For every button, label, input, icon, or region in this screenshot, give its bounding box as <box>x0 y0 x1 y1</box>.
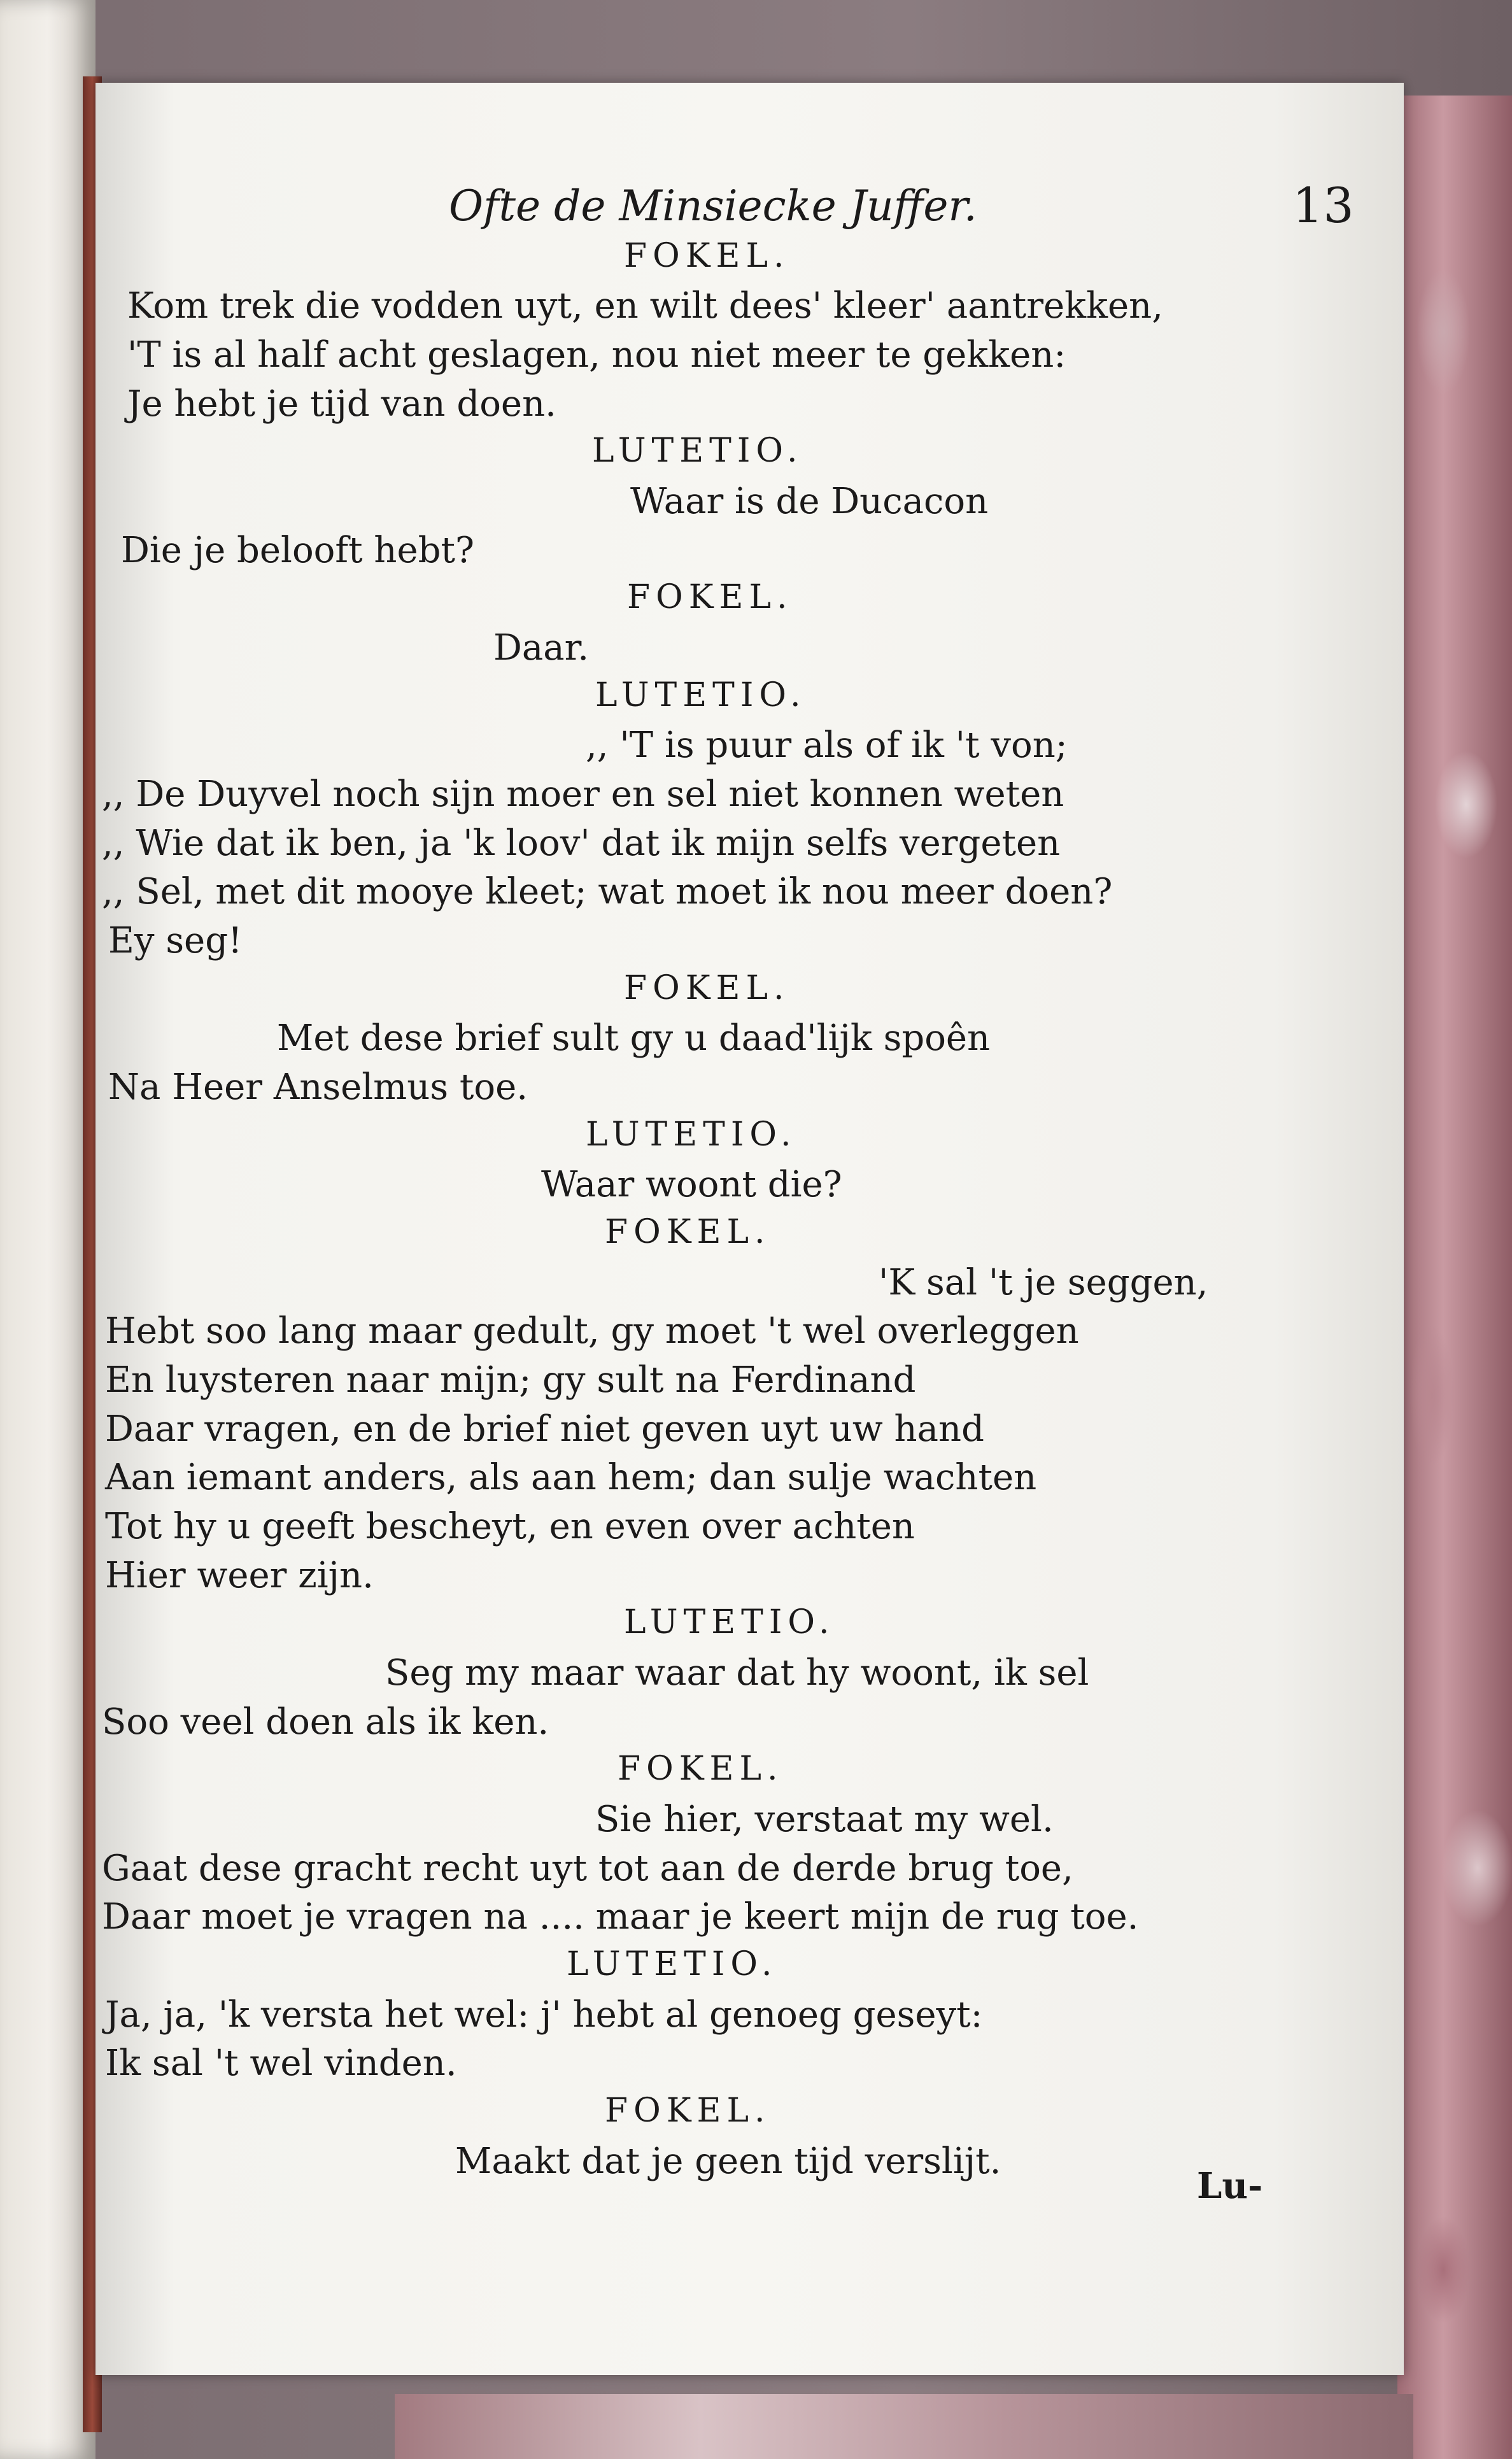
page-number: 13 <box>1292 177 1354 234</box>
verse-line: Ey seg! <box>108 920 243 961</box>
verse-line: Waar woont die? <box>541 1164 842 1205</box>
speaker-label: FOKEL. <box>618 1750 784 1788</box>
verse-line: Tot hy u geeft bescheyt, en even over achten <box>105 1506 915 1547</box>
speaker-label: LUTETIO. <box>567 1945 778 1983</box>
speaker-label: FOKEL. <box>605 2092 771 2130</box>
verse-line: Ik sal 't wel vinden. <box>105 2043 457 2084</box>
facing-page <box>0 0 95 2459</box>
verse-line: Ja, ja, 'k versta het wel: j' hebt al genoeg geseyt: <box>105 1994 983 2036</box>
speaker-label: LUTETIO. <box>624 1603 835 1641</box>
verse-line: Daar moet je vragen na .... maar je keert mijn de rug toe. <box>102 1896 1139 1938</box>
verse-line: Je hebt je tijd van doen. <box>127 383 556 425</box>
verse-line: 'K sal 't je seggen, <box>879 1262 1208 1303</box>
catchword: Lu- <box>1197 2165 1263 2207</box>
verse-line: ,, 'T is puur als of ik 't von; <box>586 725 1068 766</box>
verse-line: Seg my maar waar dat hy woont, ik sel <box>385 1652 1089 1694</box>
verse-line: En luysteren naar mijn; gy sult na Ferdinand <box>105 1359 916 1401</box>
speaker-label: LUTETIO. <box>586 1116 797 1154</box>
verse-line: Hier weer zijn. <box>105 1555 374 1596</box>
verse-line: Maakt dat je geen tijd verslijt. <box>455 2141 1001 2182</box>
book-page <box>95 83 1404 2375</box>
verse-line: Gaat dese gracht recht uyt tot aan de derde brug toe, <box>102 1848 1073 1889</box>
verse-line: Soo veel doen als ik ken. <box>102 1701 549 1743</box>
speaker-label: FOKEL. <box>624 969 790 1007</box>
marbled-board-bottom <box>395 2394 1413 2459</box>
verse-line: 'T is al half acht geslagen, nou niet meer te gekken: <box>127 334 1066 376</box>
verse-line: Kom trek die vodden uyt, en wilt dees' kleer' aantrekken, <box>127 285 1164 327</box>
running-header: Ofte de Minsiecke Juffer. <box>449 181 977 230</box>
speaker-label: FOKEL. <box>624 237 790 275</box>
speaker-label: FOKEL. <box>627 578 793 616</box>
verse-line: Aan iemant anders, als aan hem; dan sulje wachten <box>105 1457 1037 1498</box>
speaker-label: FOKEL. <box>605 1213 771 1251</box>
marbled-board <box>1397 96 1512 2459</box>
verse-line: ,, De Duyvel noch sijn moer en sel niet konnen weten <box>102 774 1064 815</box>
verse-line: Daar. <box>493 627 590 669</box>
verse-line: Daar vragen, en de brief niet geven uyt uw hand <box>105 1408 984 1450</box>
verse-line: Waar is de Ducacon <box>630 481 989 522</box>
speaker-label: LUTETIO. <box>592 432 803 470</box>
verse-line: ,, Wie dat ik ben, ja 'k loov' dat ik mijn selfs vergeten <box>102 823 1061 864</box>
verse-line: Hebt soo lang maar gedult, gy moet 't wel overleggen <box>105 1310 1079 1352</box>
speaker-label: LUTETIO. <box>595 676 807 714</box>
verse-line: Sie hier, verstaat my wel. <box>595 1799 1054 1840</box>
verse-line: ,, Sel, met dit mooye kleet; wat moet ik nou meer doen? <box>102 871 1113 912</box>
verse-line: Na Heer Anselmus toe. <box>108 1067 528 1108</box>
verse-line: Die je belooft hebt? <box>121 530 474 571</box>
verse-line: Met dese brief sult gy u daad'lijk spoên <box>277 1017 991 1059</box>
